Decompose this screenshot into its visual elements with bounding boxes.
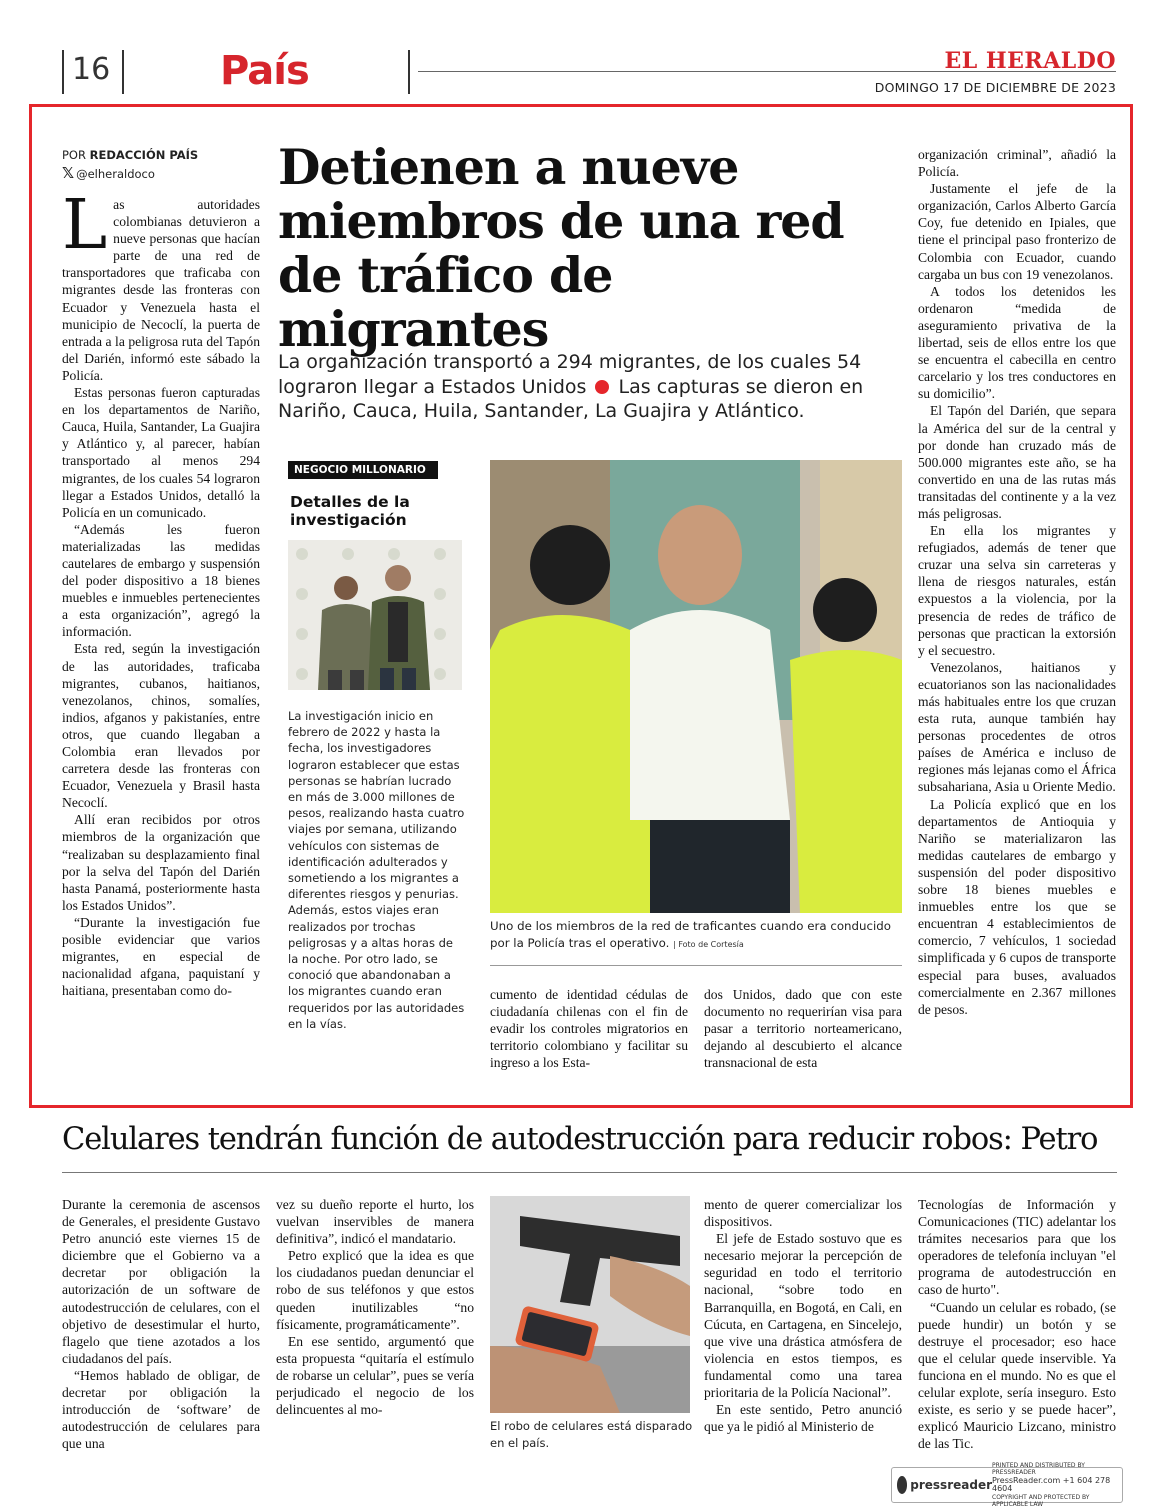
paragraph: En este sentido, Petro anunció que ya le pidió al Ministerio de [704,1402,902,1435]
issue-date: DOMINGO 17 DE DICIEMBRE DE 2023 [874,80,1116,95]
story2-column-2 [276,1196,474,1418]
pressreader-info: PRINTED AND DISTRIBUTED BY PRESSREADER PressReader.com +1 604 278 4604 COPYRIGHT AND PROTECTED BY APPLICABLE LAW [992,1461,1111,1508]
section-divider [408,50,410,94]
x-logo-icon: 𝕏 [62,164,75,182]
page-number-divider [62,50,64,94]
paragraph: Esta red, según la investigación de las autoridades, traficaba migrantes, cubanos, haitianos, venezolanos, chinos, somalíes, indios, afganos y pakistaníes, entre otros, que cuando llegaban a Colombia eran llevados por carretera desde las fronteras con Ecuador, Venezuela y Brasil hasta Necoclí. [62,641,260,811]
paragraph: En ella los migrantes y refugiados, además de tener que cruzar una selva sin carreteras y llena de riesgos naturales, están expuestos a la violencia, por la presencia de redes de tráfico de personas que practican la extorsión y el secuestro. [918,523,1116,658]
article-column-1 [62,186,260,1096]
paragraph: vez su dueño reporte el hurto, los vuelvan inservibles de manera definitiva”, indicó el mandatario. [276,1197,474,1247]
paragraph: cumento de identidad cédulas de ciudadanía chilenas con el fin de evadir los controles migratorios en territorio colombiano y facilitar su ingreso a los Esta- [490,987,688,1071]
headline-story-2: Celulares tendrán función de autodestrucción para reducir robos: Petro [62,1122,1098,1157]
pressreader-icon [897,1476,907,1494]
pressreader-logo: pressreader [892,1476,992,1494]
pressreader-badge[interactable] [891,1461,1123,1508]
paragraph: “Hemos hablado de obligar, de decretar por obligación la introducción de ‘software’ de autodestrucción de celulares para que una [62,1367,260,1452]
paragraph: El jefe de Estado sostuvo que es necesario mejorar la percepción de seguridad en todo el territorio nacional, “sobre todo en Barranquilla, en Bogotá, en Cali, en Cúcuta, en Cartagena, en Sincelejo, que vive una drástica atmósfera de violencia en estos tiempos, es fundamental como una tarea prioritaria de la Policía Nacional”. [704,1231,902,1401]
paragraph: Estas personas fueron capturadas en los departamentos de Nariño, Cauca, Huila, Santander, La Guajira y Atlántico y, al parecer, habían transportado al menos 294 migrantes, de los cuales 54 lograron llegar a Estados Unidos, detalló la Policía en un comunicado. [62,385,260,520]
detainees-photo [288,540,462,690]
byline: POR REDACCIÓN PAÍS [62,148,199,162]
paragraph: En ese sentido, argumentó que esta propuesta “quitaría el estímulo de robarse un celular”, pues se vería perjudicado el negocio de los delincuentes al mo- [276,1333,474,1418]
photo-caption: El robo de celulares está disparado en el país. [490,1419,693,1450]
page-number-divider [122,50,124,94]
headline-rule [62,1172,1117,1173]
paragraph: mento de querer comercializar los dispositivos. [704,1197,902,1230]
section-title: País [220,48,309,94]
subheadline: La organización transportó a 294 migrantes, de los cuales 54 lograron llegar a Estados Unidos Las capturas se dieron en Nariño, Cauca, Huila, Santander, La Guajira y Atlántico. [278,351,864,422]
bullet-dot-icon [595,380,609,394]
caption-rule [490,965,902,966]
paragraph: Petro explicó que la idea es que los ciudadanos puedan denunciar el robo de sus teléfonos y que estos queden inutilizables “no físicamente, programáticamente”. [276,1248,474,1332]
paragraph: “Durante la investigación fue posible evidenciar que varios migrantes, en especial de nacionalidad afgana, paquistaní y haitiana, presentaban como do- [62,914,260,999]
story2-column-4 [704,1196,902,1435]
newspaper-logo: EL HERALDO [944,48,1116,74]
paragraph: Justamente el jefe de la organización, Carlos Alberto García Coy, fue detenido en Ipiales, que tiene el principal paso fronterizo de Colombia con Ecuador, cuando cargaba un bus con 19 venezolanos. [918,181,1116,282]
paragraph: Venezolanos, haitianos y ecuatorianos son las nacionalidades más habituales entre los que cruzan esta ruta, aunque también hay personas procedentes de otros países de América e incluso de regiones más lejanas como el África subsahariana, Asia u Oriente Medio. [918,659,1116,795]
paragraph: Durante la ceremonia de ascensos de Generales, el presidente Gustavo Petro anunció este viernes 15 de diciembre que el Gobierno va a decretar por obligación la autorización de un software de autodestrucción de celulares, con el objetivo de desestimular el hurto, flagelo que tiene azotados a los ciudadanos del país. [62,1197,260,1366]
story2-column-1 [62,1196,260,1452]
paragraph: organización criminal”, añadió la Policía. [918,147,1116,180]
paragraph: Tecnologías de Información y Comunicaciones (TIC) adelantar los trámites necesarios para que los operadores de telefonía incluyan "el programa de autodestrucción en caso de hurto". [918,1197,1116,1298]
paragraph: dos Unidos, dado que con este documento no requerirían visa para pasar a territorio norteamericano, dejando al descubierto el alcance transnacional de esta [704,987,902,1071]
drop-cap: L [62,186,108,265]
phone-robbery-photo [490,1196,690,1413]
paragraph: as autoridades colombianas detuvieron a nueve personas que hacían parte de una red de transportadores que traficaba con migrantes desde las fronteras con Ecuador y Venezuela hasta el municipio de Necoclí, la puerta de entrada a la peligrosa ruta del Tapón del Darién, informó este sábado la Policía. [62,197,260,383]
paragraph: “Cuando un celular es robado, (se puede hundir) un botón y se destruye el procesador; eso hace que el celular quede inservible. Ya funciona en el mundo. No es que el celular explote, sería inseguro. Esto existe, es serio y se puede hacer”, explicó Mauricio Lizcano, ministro de las Tic. [918,1299,1116,1452]
sidebar-tag: NEGOCIO MILLONARIO [288,461,438,479]
paragraph: Allí eran recibidos por otros miembros de la organización que “realizaban su desplazamiento final por la selva del Tapón del Darién hasta Panamá, posteriormente hasta los Estados Unidos”. [62,812,260,913]
photo-caption: Uno de los miembros de la red de traficantes cuando era conducido por la Policía tras el operativo. | Foto de Cortesía [490,919,891,950]
page-number: 16 [72,52,111,87]
article-column-4 [704,986,902,1071]
headline: Detienen a nueve miembros de una red de tráfico de migrantes [278,138,844,358]
arrest-photo [490,460,902,913]
social-handle[interactable]: 𝕏 @elheraldoco [62,164,155,182]
article-column-5 [918,146,1116,1096]
paragraph: “Además les fueron materializadas las medidas cautelares de embargo y suspensión del poder dispositivo a 18 bienes muebles e inmuebles pertenecientes a esta organización”, agregó la información. [62,521,260,640]
sidebar-title: Detalles de la investigación [290,493,410,529]
paragraph: A todos los detenidos les ordenaron “medida de aseguramiento privativa de la libertad, seis de ellos entre los que se encuentra el cabecilla en centro carcelario y los tres conductores en su domicilio”. [918,283,1116,402]
article-column-3 [490,986,688,1071]
paragraph: La Policía explicó que en los departamentos de Antioquia y Nariño se materializaron las medidas cautelares de embargo y suspensión del poder dispositivo sobre 18 bienes muebles e inmuebles entre los que se encuentran 4 establecimientos de comercio, 7 vehículos, 1 sociedad simplificada y 6 cupos de transporte especial para buses, avaluados comercialmente en 2.367 millones de pesos. [918,796,1116,1017]
sidebar-text: La investigación inicio en febrero de 2022 y hasta la fecha, los investigadores lograron establecer que estas personas se habrían lucrado en más de 3.000 millones de pesos, realizando hasta cuatro viajes por semana, utilizando vehículos con sistemas de identificación adulterados y sometiendo a los migrantes a diferentes riesgos y penurias. Además, estos viajes eran realizados por trochas peligrosas y a altas horas de la noche. Por otro lado, se conoció que abandonaban a los migrantes cuando eran requeridos por las autoridades en la vías. [288,709,465,1031]
paragraph: El Tapón del Darién, que separa la América del sur de la central y por donde han cruzado más de 500.000 migrantes este año, se ha convertido en una de las rutas más transitadas del continente y a la vez más peligrosas. [918,403,1116,521]
story2-column-5 [918,1196,1116,1452]
